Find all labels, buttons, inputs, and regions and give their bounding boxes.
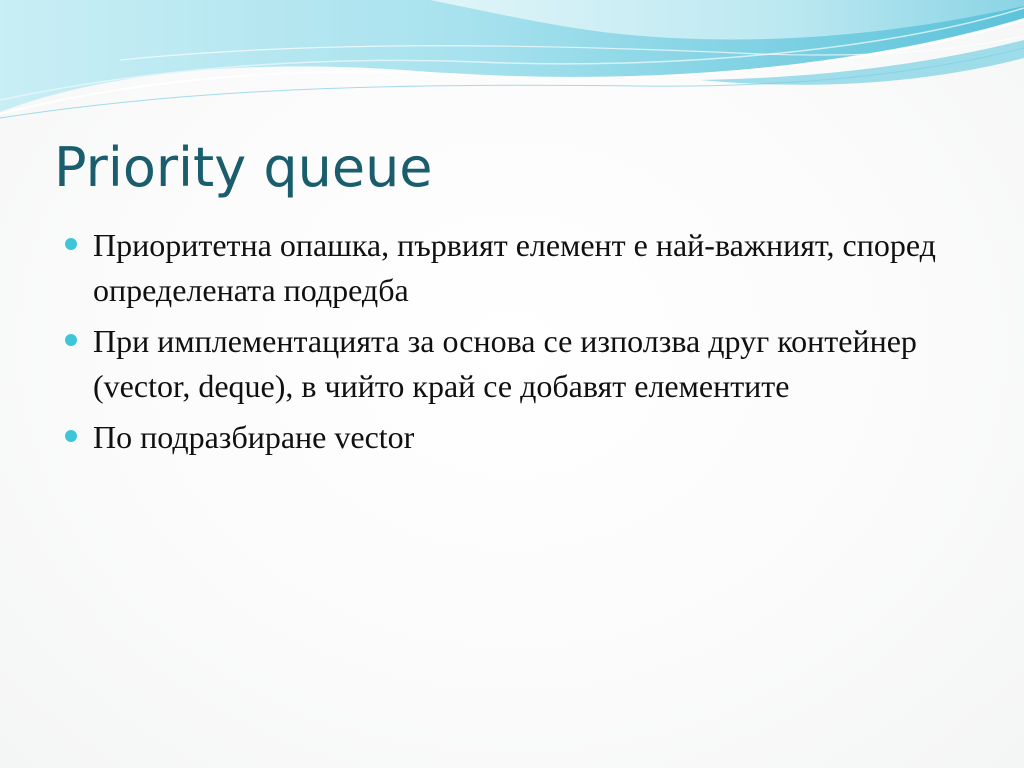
bullet-item [62,415,962,460]
header-wave-decoration [0,0,1024,130]
bullet-text: Приоритетна опашка, първият елемент е най-важният, според определената подредба [93,227,936,308]
bullet-dot-icon [65,238,77,250]
bullet-list [62,223,962,466]
bullet-dot-icon [65,334,77,346]
slide-title: Priority queue [54,136,433,199]
bullet-dot-icon [65,430,77,442]
bullet-text: При имплементацията за основа се използва друг контейнер (vector, deque), в чийто край се добавят елементите [93,323,917,404]
bullet-item [62,319,962,409]
bullet-item [62,223,962,313]
bullet-text: По подразбиране vector [93,419,415,455]
